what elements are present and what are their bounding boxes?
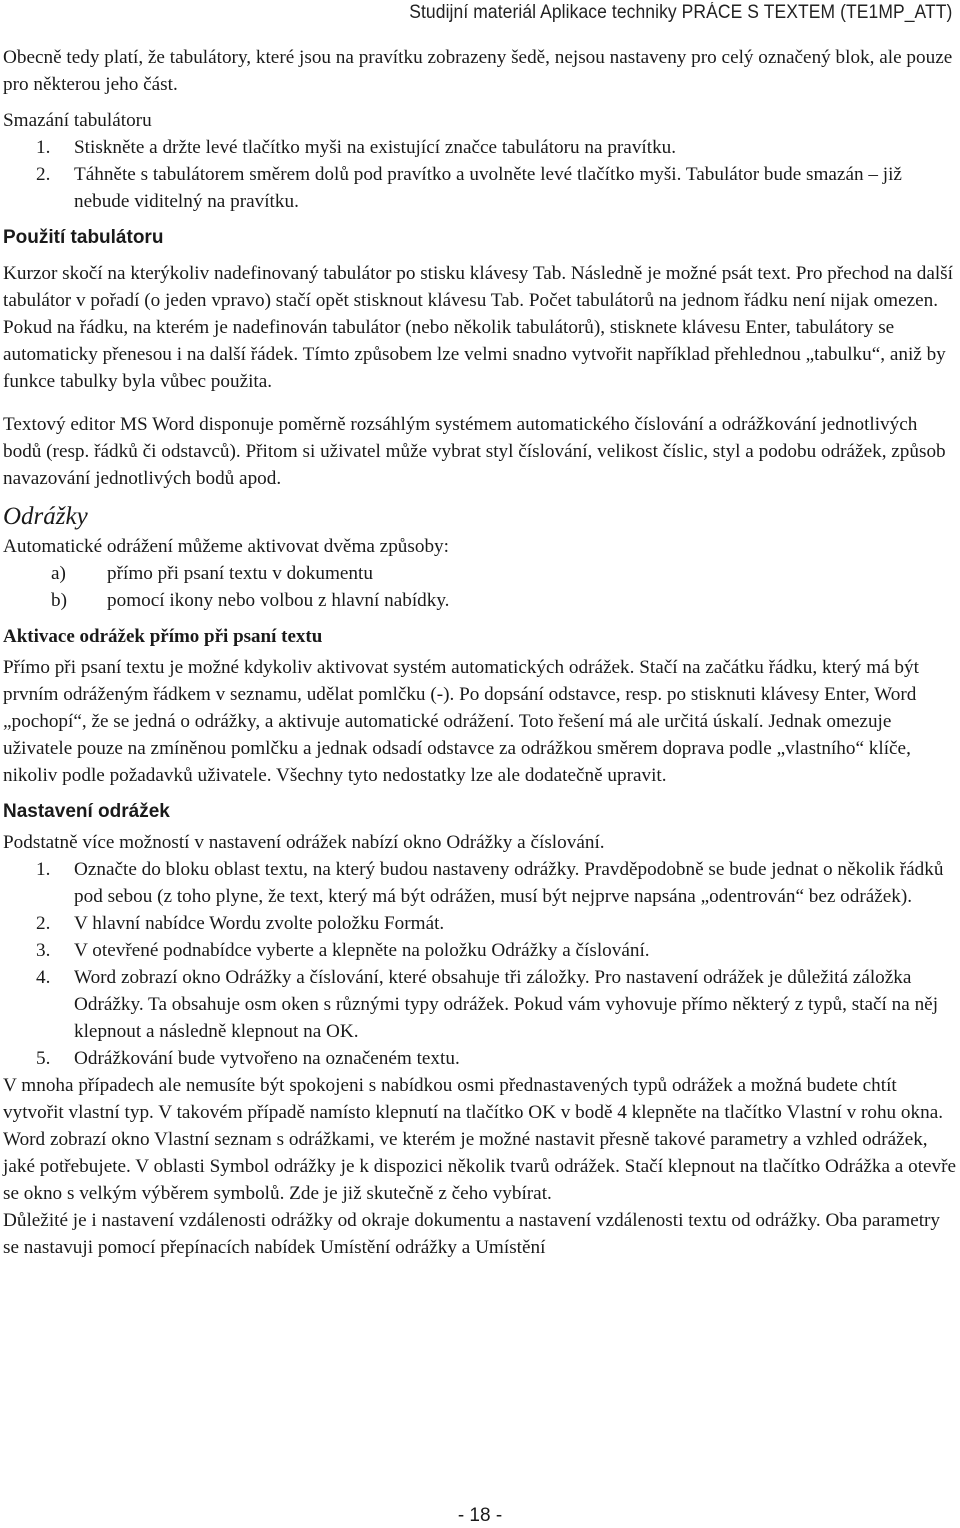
- list-item: [3, 587, 958, 614]
- list-number: 4.: [36, 967, 51, 988]
- list-text: přímo při psaní textu v dokumentu: [107, 563, 373, 584]
- settings-steps: [3, 856, 958, 1072]
- list-item: [3, 134, 958, 161]
- use-tab-paragraph: Kurzor skočí na kterýkoliv nadefinovaný tabulátor po stisku klávesy Tab. Následně je možné psát text. Pro přechod na další tabulátor v pořadí (o jeden vpravo) stačí opět stisknout klávesu Tab. Počet tabulátorů na jednom řádku není nijak omezen. Pokud na řádku, na kterém je nadefinován tabulátor (nebo několik tabulátorů), stisknete klávesu Enter, tabulátory se automaticky přenesou i na další řádek. Tímto způsobem lze velmi snadno vytvořit například přehlednou „tabulku“, aniž by funkce tabulky byla vůbec použita.: [3, 263, 953, 392]
- list-text: V hlavní nabídce Wordu zvolte položku Formát.: [74, 913, 445, 934]
- bullets-ways: [3, 560, 958, 614]
- list-text: pomocí ikony nebo volbou z hlavní nabídky.: [107, 590, 450, 611]
- intro-paragraph: Obecně tedy platí, že tabulátory, které jsou na pravítku zobrazeny šedě, nejsou nastaveny pro celý označený blok, ale pouze pro některou jeho část.: [3, 47, 953, 95]
- list-number: 5.: [36, 1048, 51, 1069]
- list-item: [3, 161, 958, 215]
- delete-tab-heading-text: Smazání tabulátoru: [3, 110, 152, 131]
- list-text: V otevřené podnabídce vyberte a klepněte na položku Odrážky a číslování.: [74, 940, 650, 961]
- delete-tab-heading: [3, 107, 958, 134]
- page-header: Studijní materiál Aplikace techniky PRÁCE S TEXTEM (TE1MP_ATT): [408, 2, 952, 23]
- numbering-intro-paragraph: Textový editor MS Word disponuje poměrně rozsáhlým systémem automatického číslování a odrážkování jednotlivých bodů (resp. řádků či odstavců). Přitom si uživatel může vybrat styl číslování, velikost číslic, styl a podobu odrážek, způsob navazování jednotlivých bodů apod.: [3, 414, 946, 489]
- list-number: 1.: [36, 859, 51, 880]
- list-text: Word zobrazí okno Odrážky a číslování, které obsahuje tři záložky. Pro nastavení odrážek je důležitá záložka Odrážky. Ta obsahuje osm oken s různými typy odrážek. Pokud vám vyhovuje přímo některý z typů, stačí na něj klepnout a následně klepnout na OK.: [74, 967, 939, 1042]
- delete-tab-steps: [3, 134, 958, 215]
- list-item: [3, 856, 958, 910]
- list-item: [3, 910, 958, 937]
- list-item: [3, 964, 958, 1045]
- list-item: [3, 1045, 958, 1072]
- activation-heading: Aktivace odrážek přímo při psaní textu: [3, 626, 323, 647]
- list-text: Označte do bloku oblast textu, na který budou nastaveny odrážky. Pravděpodobně se bude jednat o několik řádků pod sebou (z toho plyne, že text, který má být odrážen, musí být nejprve napsána „odentrován“ bez odrážek).: [74, 859, 944, 907]
- page-number: - 18 -: [457, 1505, 503, 1526]
- settings-paragraph-symbol: Word zobrazí okno Vlastní seznam s odrážkami, ve kterém je možné nastavit přesně takové parametry a vzhled odrážek, jaké potřebujete. V oblasti Symbol odrážky je k dispozici několik tvarů odrážek. Stačí klepnout na tlačítko Odrážka a otevře se okno s velkým výběrem symbolů. Zde je již skutečně z čeho vybírat.: [3, 1129, 957, 1204]
- list-number: 2.: [36, 913, 51, 934]
- list-text: Táhněte s tabulátorem směrem dolů pod pravítko a uvolněte levé tlačítko myši. Tabulátor bude smazán – již nebude viditelný na pravítku.: [74, 164, 902, 212]
- list-item: [3, 937, 958, 964]
- use-tab-heading: Použití tabulátoru: [3, 227, 164, 248]
- settings-paragraph-custom: V mnoha případech ale nemusíte být spokojeni s nabídkou osmi přednastavených typů odrážek a možná budete chtít vytvořit vlastní typ. V takovém případě namísto klepnutí na tlačítko OK v bodě 4 klepněte na tlačítko Vlastní v rohu okna.: [3, 1075, 944, 1123]
- list-number: 2.: [36, 164, 51, 185]
- list-letter: a): [51, 563, 66, 584]
- list-number: 1.: [36, 137, 51, 158]
- bullets-intro: Automatické odrážení můžeme aktivovat dvěma způsoby:: [3, 536, 449, 557]
- list-letter: b): [51, 590, 67, 611]
- settings-heading: Nastavení odrážek: [3, 801, 170, 822]
- document-body: [3, 44, 958, 1261]
- list-text: Odrážkování bude vytvořeno na označeném textu.: [74, 1048, 460, 1069]
- activation-paragraph: Přímo při psaní textu je možné kdykoliv aktivovat systém automatických odrážek. Stačí na začátku řádku, který má být prvním odráženým řádkem v seznamu, udělat pomlčku (-). Po dopsání odstavce, resp. po stisknuti klávesy Enter, Word „pochopí“, že se jedná o odrážky, a aktivuje automatické odrážení. Toto řešení má ale určitá úskalí. Jednak omezuje uživatele pouze na zmíněnou pomlčku a jednak odsadí odstavce za odrážkou směrem doprava podle „vlastního“ klíče, nikoliv podle požadavků uživatele. Všechny tyto nedostatky lze ale dodatečně upravit.: [3, 657, 919, 786]
- bullets-heading: Odrážky: [3, 503, 88, 530]
- settings-paragraph-distance: Důležité je i nastavení vzdálenosti odrážky od okraje dokumentu a nastavení vzdálenosti textu od odrážky. Oba parametry se nastavuji pomocí přepínacích nabídek Umístění odrážky a Umístění: [3, 1210, 941, 1258]
- settings-intro: Podstatně více možností v nastavení odrážek nabízí okno Odrážky a číslování.: [3, 832, 605, 853]
- list-number: 3.: [36, 940, 51, 961]
- list-text: Stiskněte a držte levé tlačítko myši na existující značce tabulátoru na pravítku.: [74, 137, 677, 158]
- list-item: [3, 560, 958, 587]
